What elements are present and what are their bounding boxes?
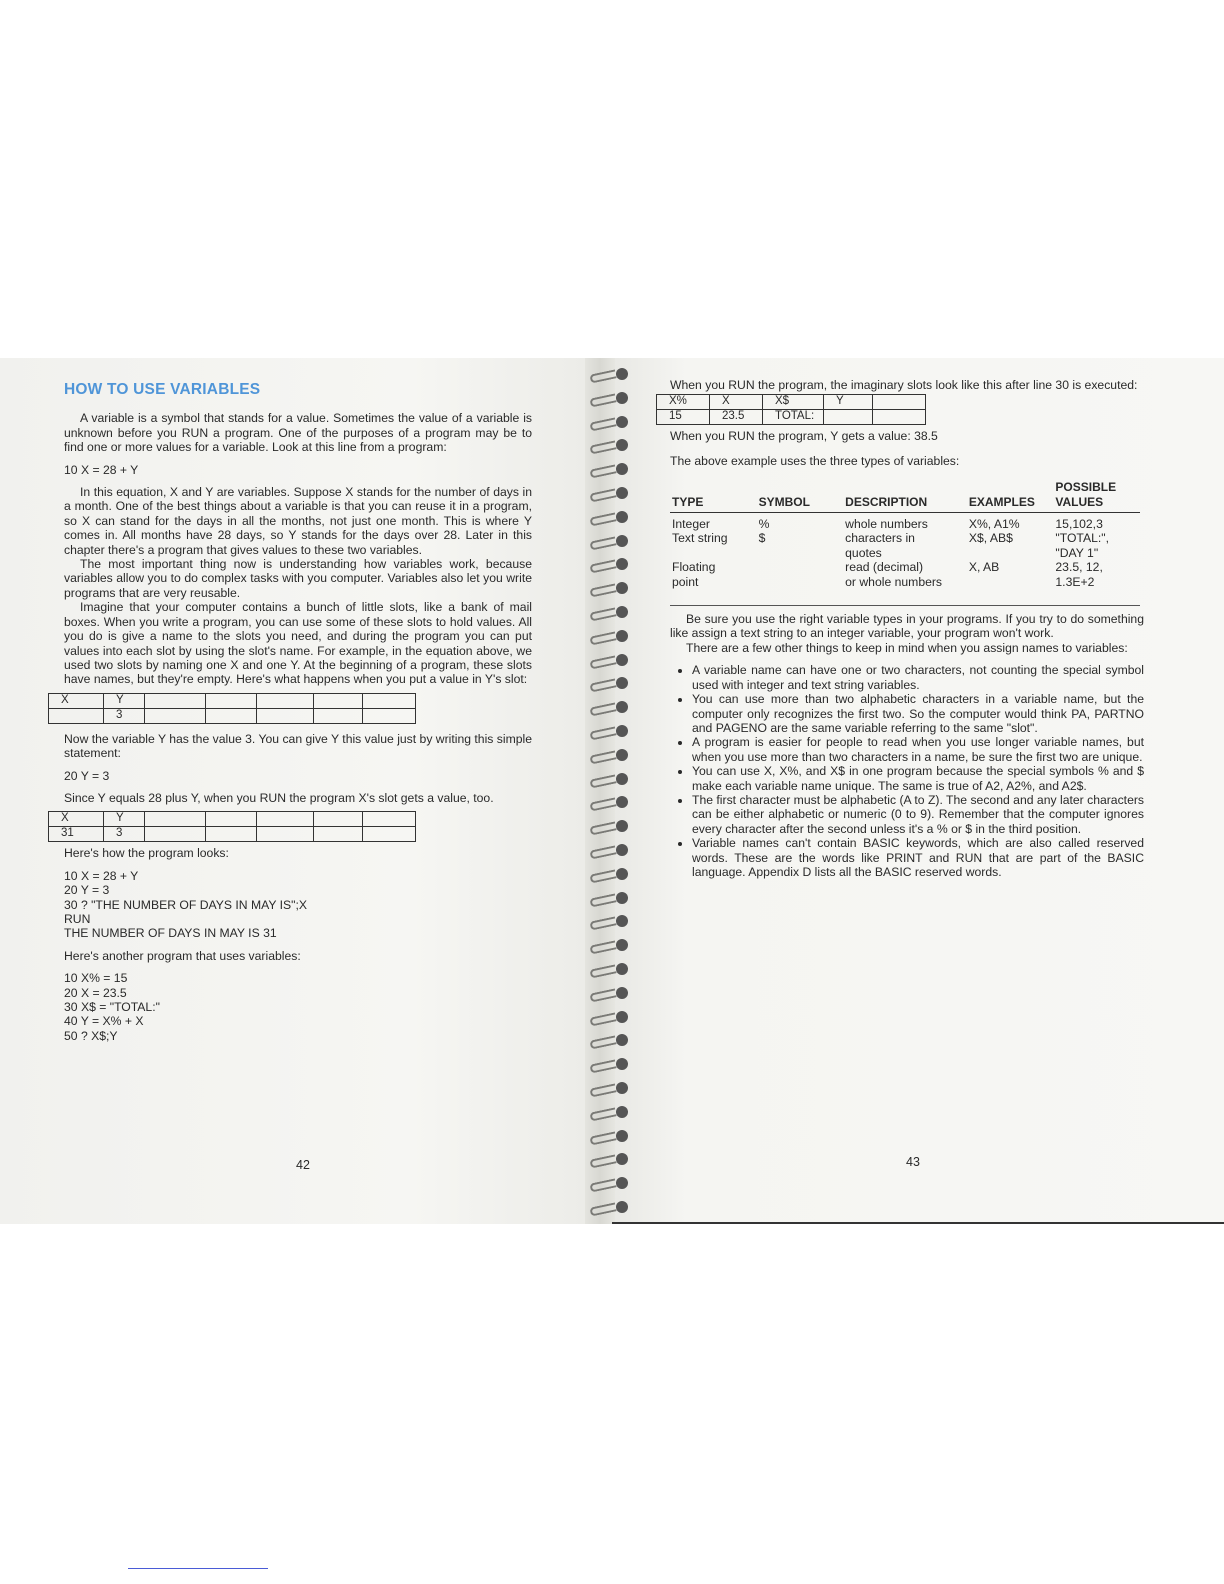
slot-name: Y xyxy=(104,812,145,827)
list-item: • The first character must be alphabetic (A to Z). The second and any later characters can be either alphabetic or numeric (0 to 9). Remember that the computer ignores every character after the second unless it's a % or $ in the third position. xyxy=(692,793,1144,836)
table-cell xyxy=(967,546,1054,560)
page-number: 43 xyxy=(906,1155,920,1169)
binding-coil xyxy=(588,437,634,453)
slot-name xyxy=(314,693,363,708)
page-bottom-edge xyxy=(612,1222,1224,1224)
right-page-content xyxy=(670,378,1144,879)
table-cell: X$, AB$ xyxy=(968,531,1013,546)
table-cell: or whole numbers xyxy=(845,574,943,589)
binding-coil xyxy=(588,414,634,430)
section-title: HOW TO USE VARIABLES xyxy=(64,381,261,398)
binding-coil xyxy=(588,580,634,596)
binding-coil xyxy=(588,937,634,953)
slot-value: 3 xyxy=(104,708,145,723)
slot-value xyxy=(314,827,363,842)
binding-coil xyxy=(588,866,634,882)
table-cell: Integer xyxy=(672,517,710,532)
slots-diagram-1 xyxy=(48,693,416,724)
binding-coil xyxy=(588,1151,634,1167)
binding-coil xyxy=(588,1104,634,1120)
binding-coil xyxy=(588,699,634,715)
table-cell: X%, A1% xyxy=(968,517,1020,532)
rules-list xyxy=(670,663,1144,879)
table-cell: X, AB xyxy=(968,560,1000,575)
code-block: 10 X% = 15 20 X = 23.5 30 X$ = "TOTAL:" 40 Y = X% + X 50 ? X$;Y xyxy=(64,971,160,1043)
slot-name xyxy=(363,812,416,827)
footer-underline xyxy=(128,1568,268,1569)
paragraph: Here's how the program looks: xyxy=(64,846,229,861)
list-item: • You can use more than two alphabetic characters in a variable name, but the computer only recognizes the first two. So the computer would think PA, PARTNO and PAGENO are the same variable referring to the same "slot". xyxy=(692,692,1144,735)
paragraph: When you RUN the program, the imaginary slots look like this after line 30 is executed: xyxy=(670,378,1138,392)
table-cell: % xyxy=(758,517,770,532)
slot-value: 23.5 xyxy=(710,410,763,425)
slot-value xyxy=(363,708,416,723)
header-line: POSSIBLE xyxy=(1055,480,1117,495)
table-cell: point xyxy=(672,574,699,589)
page-number: 42 xyxy=(296,1158,310,1172)
binding-coil xyxy=(588,1128,634,1144)
paragraph: Now the variable Y has the value 3. You can give Y this value just by writing this simple statement: xyxy=(64,731,532,761)
paragraph: There are a few other things to keep in mind when you assign names to variables: xyxy=(686,640,1128,655)
binding-coil xyxy=(588,556,634,572)
binding-coil xyxy=(588,913,634,929)
binding-coil xyxy=(588,842,634,858)
table-cell: 23.5, 12, xyxy=(1055,560,1103,575)
slot-name xyxy=(314,812,363,827)
binding-coil xyxy=(588,461,634,477)
binding-coil xyxy=(588,1056,634,1072)
table-cell xyxy=(670,546,757,560)
table-bottom-rule xyxy=(670,605,1140,606)
table-cell xyxy=(757,546,844,560)
paragraph: A variable is a symbol that stands for a value. Sometimes the value of a variable is unknown before you RUN a program. One of the purposes of a program may be to find one or more values for a variable. Look at this line from a program: xyxy=(64,411,532,455)
list-item: • A program is easier for people to read when you use longer variable names, but when you use more than two characters in a name, be sure the first two are unique. xyxy=(692,735,1144,764)
slot-name xyxy=(363,693,416,708)
slot-name xyxy=(257,812,314,827)
slots-diagram-3 xyxy=(656,394,926,425)
list-item: • A variable name can have one or two characters, not counting the special symbol used with integer and text string variables. xyxy=(692,663,1144,692)
slot-name: X xyxy=(710,395,763,410)
binding-coil xyxy=(588,652,634,668)
slot-value xyxy=(206,827,257,842)
binding-coil xyxy=(588,771,634,787)
variable-types-table xyxy=(670,480,1140,589)
column-header: DESCRIPTION xyxy=(843,480,967,512)
binding-coil xyxy=(588,1032,634,1048)
code-block: 10 X = 28 + Y 20 Y = 3 30 ? "THE NUMBER OF DAYS IN MAY IS";X RUN THE NUMBER OF DAYS IN MAY IS 31 xyxy=(64,868,307,941)
table-cell: Floating xyxy=(672,560,716,575)
binding-coil xyxy=(588,794,634,810)
list-item: • Variable names can't contain BASIC keywords, which are also called reserved words. These are the words like PRINT and RUN that are part of the BASIC language. Appendix D lists all the BASIC reserved words. xyxy=(692,836,1144,879)
binding-coil xyxy=(588,1080,634,1096)
code-line: 10 X = 28 + Y xyxy=(64,462,139,477)
paragraph: When you RUN the program, Y gets a value: 38.5 xyxy=(670,429,938,444)
list-item: • You can use X, X%, and X$ in one program because the special symbols % and $ make each variable name unique. The same is true of A2, A2%, and A2$. xyxy=(692,764,1144,793)
binding-coil xyxy=(588,747,634,763)
table-cell: whole numbers xyxy=(845,517,928,532)
slot-name: X$ xyxy=(763,395,824,410)
slot-value xyxy=(314,708,363,723)
binding-coil xyxy=(588,1009,634,1025)
slot-value xyxy=(873,410,926,425)
column-header xyxy=(1053,480,1140,512)
paragraph: Since Y equals 28 plus Y, when you RUN the program X's slot gets a value, too. xyxy=(64,790,494,805)
slot-value xyxy=(824,410,873,425)
binding-coil xyxy=(588,1175,634,1191)
table-cell: "DAY 1" xyxy=(1055,545,1099,560)
table-cell xyxy=(757,560,844,574)
code-line: 20 Y = 3 xyxy=(64,768,110,783)
binding-coil xyxy=(588,1199,634,1215)
slot-value xyxy=(145,708,206,723)
slot-name xyxy=(145,693,206,708)
table-cell: read (decimal) xyxy=(845,560,924,575)
slot-name xyxy=(206,693,257,708)
column-header: TYPE xyxy=(670,480,757,512)
slot-name xyxy=(873,395,926,410)
binding-coil xyxy=(588,723,634,739)
slot-name xyxy=(257,693,314,708)
binding-coil xyxy=(588,533,634,549)
binding-coil xyxy=(588,985,634,1001)
slot-value xyxy=(363,827,416,842)
header-line: VALUES xyxy=(1055,494,1104,509)
binding-coil xyxy=(588,604,634,620)
paragraph: Imagine that your computer contains a bunch of little slots, like a bank of mail boxes. When you write a program, you can use some of these slots to hold values. All you do is give a name to the slots you need, and during the program you can put values into each slot by using the slot's name. For example, in the equation above, we used two slots by naming one X and one Y. At the beginning of a program, these slots have names, but they're empty. Here's what happens when you put a value in Y's slot: xyxy=(64,600,532,687)
slot-name: X xyxy=(49,812,104,827)
table-cell: Text string xyxy=(672,531,728,546)
paragraph: Be sure you use the right variable types in your programs. If you try to do something like assign a text string to an integer variable, your program won't work. xyxy=(670,612,1144,641)
table-cell: quotes xyxy=(845,545,882,560)
binding-coil xyxy=(588,961,634,977)
spiral-binding xyxy=(588,362,634,1222)
slot-value xyxy=(145,827,206,842)
slot-value xyxy=(257,827,314,842)
table-cell: 1.3E+2 xyxy=(1055,574,1095,589)
slot-value: 3 xyxy=(104,827,145,842)
binding-coil xyxy=(588,890,634,906)
paragraph: Here's another program that uses variables: xyxy=(64,948,301,963)
binding-coil xyxy=(588,628,634,644)
table-cell: $ xyxy=(758,531,766,546)
slot-name: Y xyxy=(824,395,873,410)
slot-value: 31 xyxy=(49,827,104,842)
table-cell: "TOTAL:", xyxy=(1055,531,1109,546)
binding-coil xyxy=(588,509,634,525)
left-page-content xyxy=(61,381,532,1043)
column-header: SYMBOL xyxy=(757,480,844,512)
binding-coil xyxy=(588,818,634,834)
slot-value: 15 xyxy=(657,410,710,425)
slot-value xyxy=(206,708,257,723)
slot-name: X xyxy=(49,693,104,708)
binding-coil xyxy=(588,366,634,382)
slot-name: X% xyxy=(657,395,710,410)
binding-coil xyxy=(588,390,634,406)
table-cell xyxy=(757,575,844,589)
slot-value xyxy=(257,708,314,723)
table-cell: 15,102,3 xyxy=(1055,517,1103,532)
slot-name xyxy=(206,812,257,827)
slot-name xyxy=(145,812,206,827)
paragraph: The most important thing now is understanding how variables work, because variables allow you to do complex tasks with you computer. Variables also let you write programs that are very reusable. xyxy=(64,557,532,600)
paragraph: In this equation, X and Y are variables. Suppose X stands for the number of days in a month. One of the best things about a variable is that you can reuse it in a program, so X can stand for the days in all the months, not just one month. This is where Y comes in. All months have 28 days, so Y stands for the days over 28. Later in this chapter there's a program that gives values to these two variables. xyxy=(64,485,532,557)
slot-value: TOTAL: xyxy=(763,410,824,425)
slots-diagram-2 xyxy=(48,811,416,842)
table-cell: characters in xyxy=(845,531,915,546)
column-header: EXAMPLES xyxy=(967,480,1054,512)
slot-value xyxy=(49,708,104,723)
table-cell xyxy=(967,575,1054,589)
slot-name: Y xyxy=(104,693,145,708)
paragraph: The above example uses the three types of variables: xyxy=(670,453,960,468)
binding-coil xyxy=(588,485,634,501)
binding-coil xyxy=(588,675,634,691)
